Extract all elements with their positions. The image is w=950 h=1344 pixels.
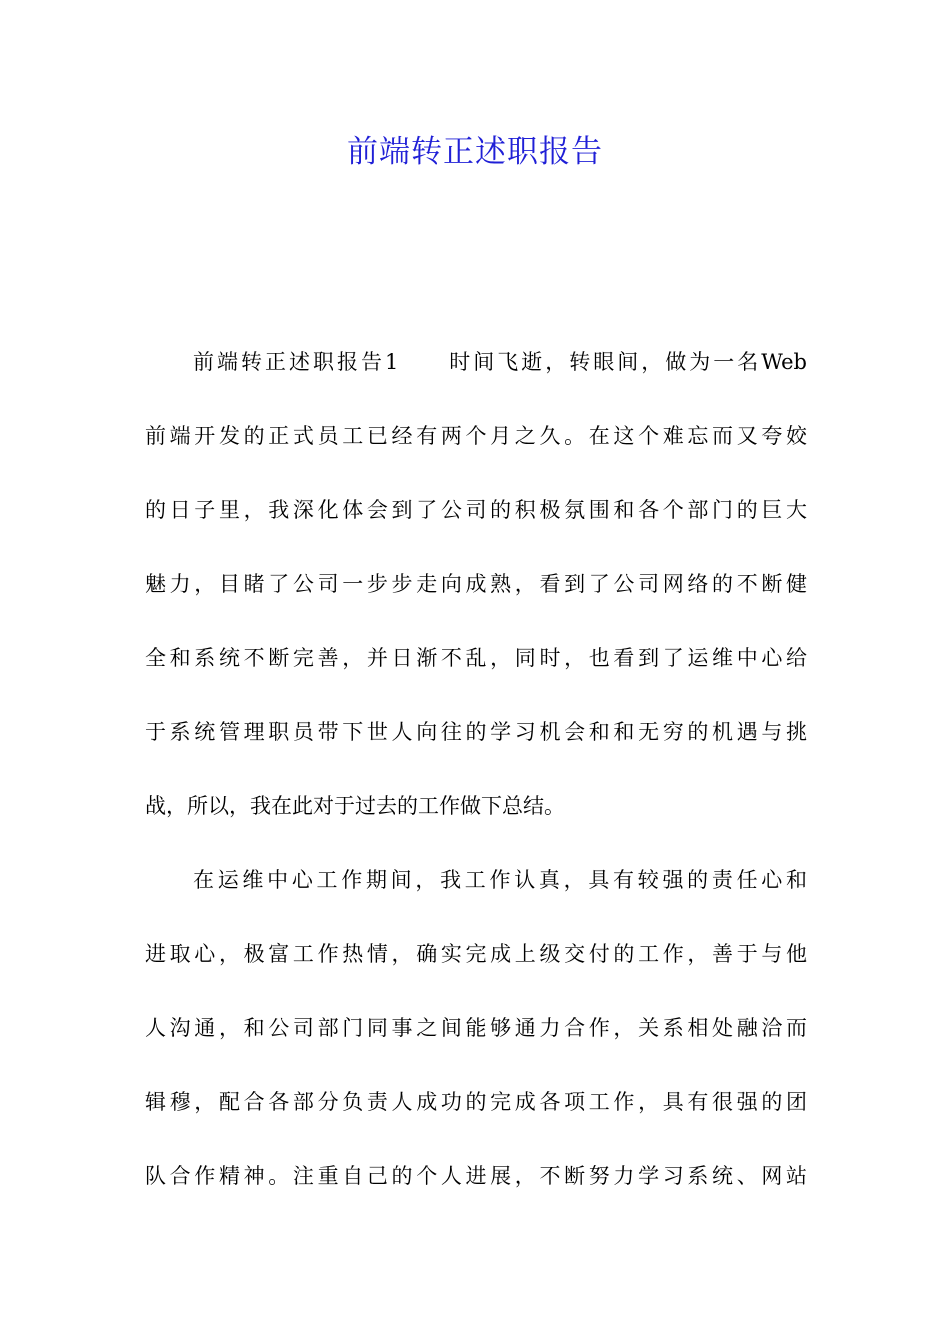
paragraph-line: 前端开发的正式员工已经有两个月之久。在这个难忘而又夸姣 xyxy=(145,424,807,448)
paragraph-line: 队合作精神。注重自己的个人进展，不断努力学习系统、网站 xyxy=(145,1164,807,1188)
paragraph-line: 在运维中心工作期间，我工作认真，具有较强的责任心和 xyxy=(193,868,807,892)
paragraph-line: 魅力，目睹了公司一步步走向成熟，看到了公司网络的不断健 xyxy=(145,572,807,596)
paragraph-line: 人沟通，和公司部门同事之间能够通力合作，关系相处融洽而 xyxy=(145,1016,807,1040)
paragraph-line: 进取心，极富工作热情，确实完成上级交付的工作，善于与他 xyxy=(145,942,807,966)
paragraph-line: 辑穆，配合各部分负责人成功的完成各项工作，具有很强的团 xyxy=(145,1090,807,1114)
paragraph-2 xyxy=(145,843,807,1213)
paragraph-line: 全和系统不断完善，并日渐不乱，同时，也看到了运维中心给 xyxy=(145,646,807,670)
document-body xyxy=(145,325,807,1213)
document-title: 前端转正述职报告 xyxy=(347,134,603,170)
paragraph-line: 于系统管理职员带下世人向往的学习机会和和无穷的机遇与挑 xyxy=(145,720,807,744)
paragraph-line: 战，所以，我在此对于过去的工作做下总结。 xyxy=(145,794,565,818)
paragraph-line: 的日子里，我深化体会到了公司的积极氛围和各个部门的巨大 xyxy=(145,498,807,522)
paragraph-1 xyxy=(145,325,807,843)
paragraph-line: 前端转正述职报告1 时间飞逝，转眼间，做为一名Web xyxy=(193,350,807,374)
